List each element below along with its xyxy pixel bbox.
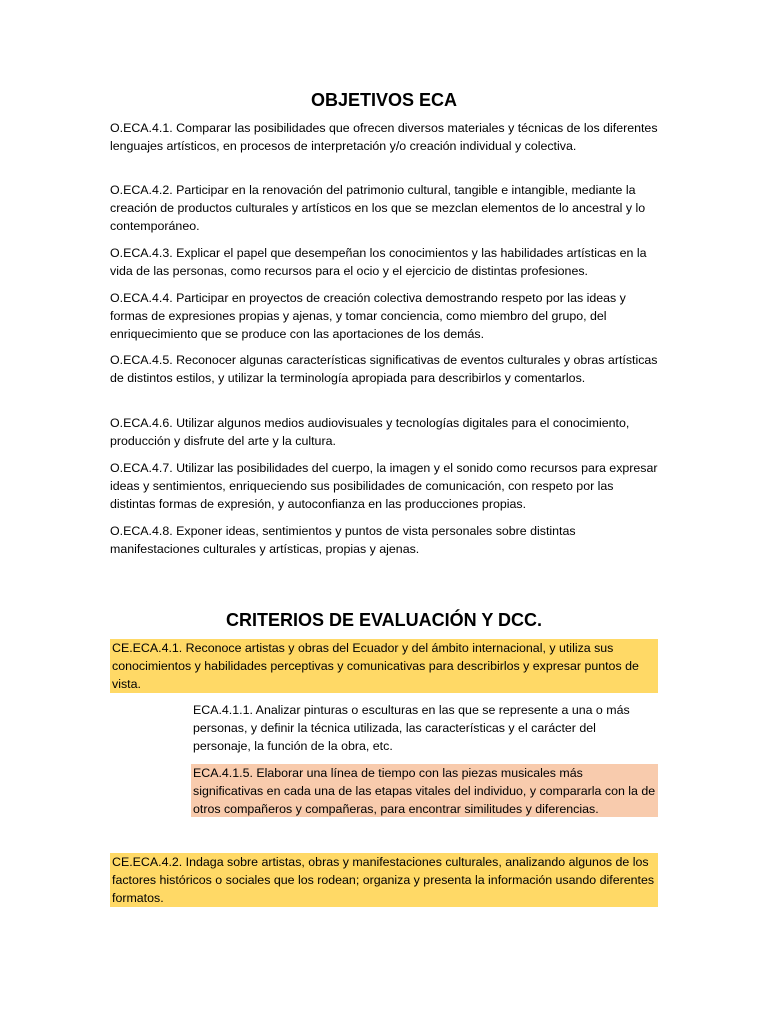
objetivo-4-3: O.ECA.4.3. Explicar el papel que desempeñan los conocimientos y las habilidades artísticas en la vida de las personas, como recursos para el ocio y el ejercicio de distintas profesiones. (110, 246, 647, 278)
objetivo-4-5: O.ECA.4.5. Reconocer algunas características significativas de eventos culturales y obras artísticas de distintos estilos, y utilizar la terminología apropiada para describirlos y comentarlos. (110, 353, 658, 385)
objetivo-4-6: O.ECA.4.6. Utilizar algunos medios audiovisuales y tecnologías digitales para el conocimiento, producción y disfrute del arte y la cultura. (110, 416, 630, 448)
objetivo-4-1: O.ECA.4.1. Comparar las posibilidades que ofrecen diversos materiales y técnicas de los diferentes lenguajes artísticos, en procesos de interpretación y/o creación individual y colectiva. (110, 121, 658, 153)
objetivo-4-7: O.ECA.4.7. Utilizar las posibilidades del cuerpo, la imagen y el sonido como recursos para expresar ideas y sentimientos, enriqueciendo sus posibilidades de comunicación, con respeto por las distintas formas de expresión, y autoconfianza en las producciones propias. (110, 461, 658, 511)
objetivo-4-4: O.ECA.4.4. Participar en proyectos de creación colectiva demostrando respeto por las ideas y formas de expresiones propias y ajenas, y tomar conciencia, como miembro del grupo, del enriquecimiento que se produce con las aportaciones de los demás. (110, 291, 626, 341)
criterios-heading: CRITERIOS DE EVALUACIÓN Y DCC. (225, 610, 543, 630)
destreza-eca-4-1-1: ECA.4.1.1. Analizar pinturas o esculturas en las que se represente a una o más personas, y definir la técnica utilizada, las características y el carácter del personaje, la función de la obra, etc. (193, 703, 630, 753)
destreza-eca-4-1-5: ECA.4.1.5. Elaborar una línea de tiempo con las piezas musicales más significativas en cada una de las etapas vitales del individuo, y compararla con la de otros compañeros y compañeras, para encontrar similitudes y diferencias. (191, 764, 658, 817)
criterio-ce-eca-4-2: CE.ECA.4.2. Indaga sobre artistas, obras y manifestaciones culturales, analizando algunos de los factores históricos o sociales que los rodean; organiza y presenta la información usando diferentes formatos. (110, 853, 658, 907)
objetivos-heading: OBJETIVOS ECA (310, 90, 458, 110)
objetivo-4-8: O.ECA.4.8. Exponer ideas, sentimientos y puntos de vista personales sobre distintas manifestaciones culturales y artísticas, propias y ajenas. (110, 524, 576, 556)
objetivo-4-2: O.ECA.4.2. Participar en la renovación del patrimonio cultural, tangible e intangible, mediante la creación de productos culturales y artísticos en los que se mezclan elementos de lo ancestral y lo contemporáneo. (110, 183, 646, 233)
criterio-ce-eca-4-1: CE.ECA.4.1. Reconoce artistas y obras del Ecuador y del ámbito internacional, y utiliza sus conocimientos y habilidades perceptivas y comunicativas para describirlos y expresar puntos de vista. (110, 639, 658, 693)
